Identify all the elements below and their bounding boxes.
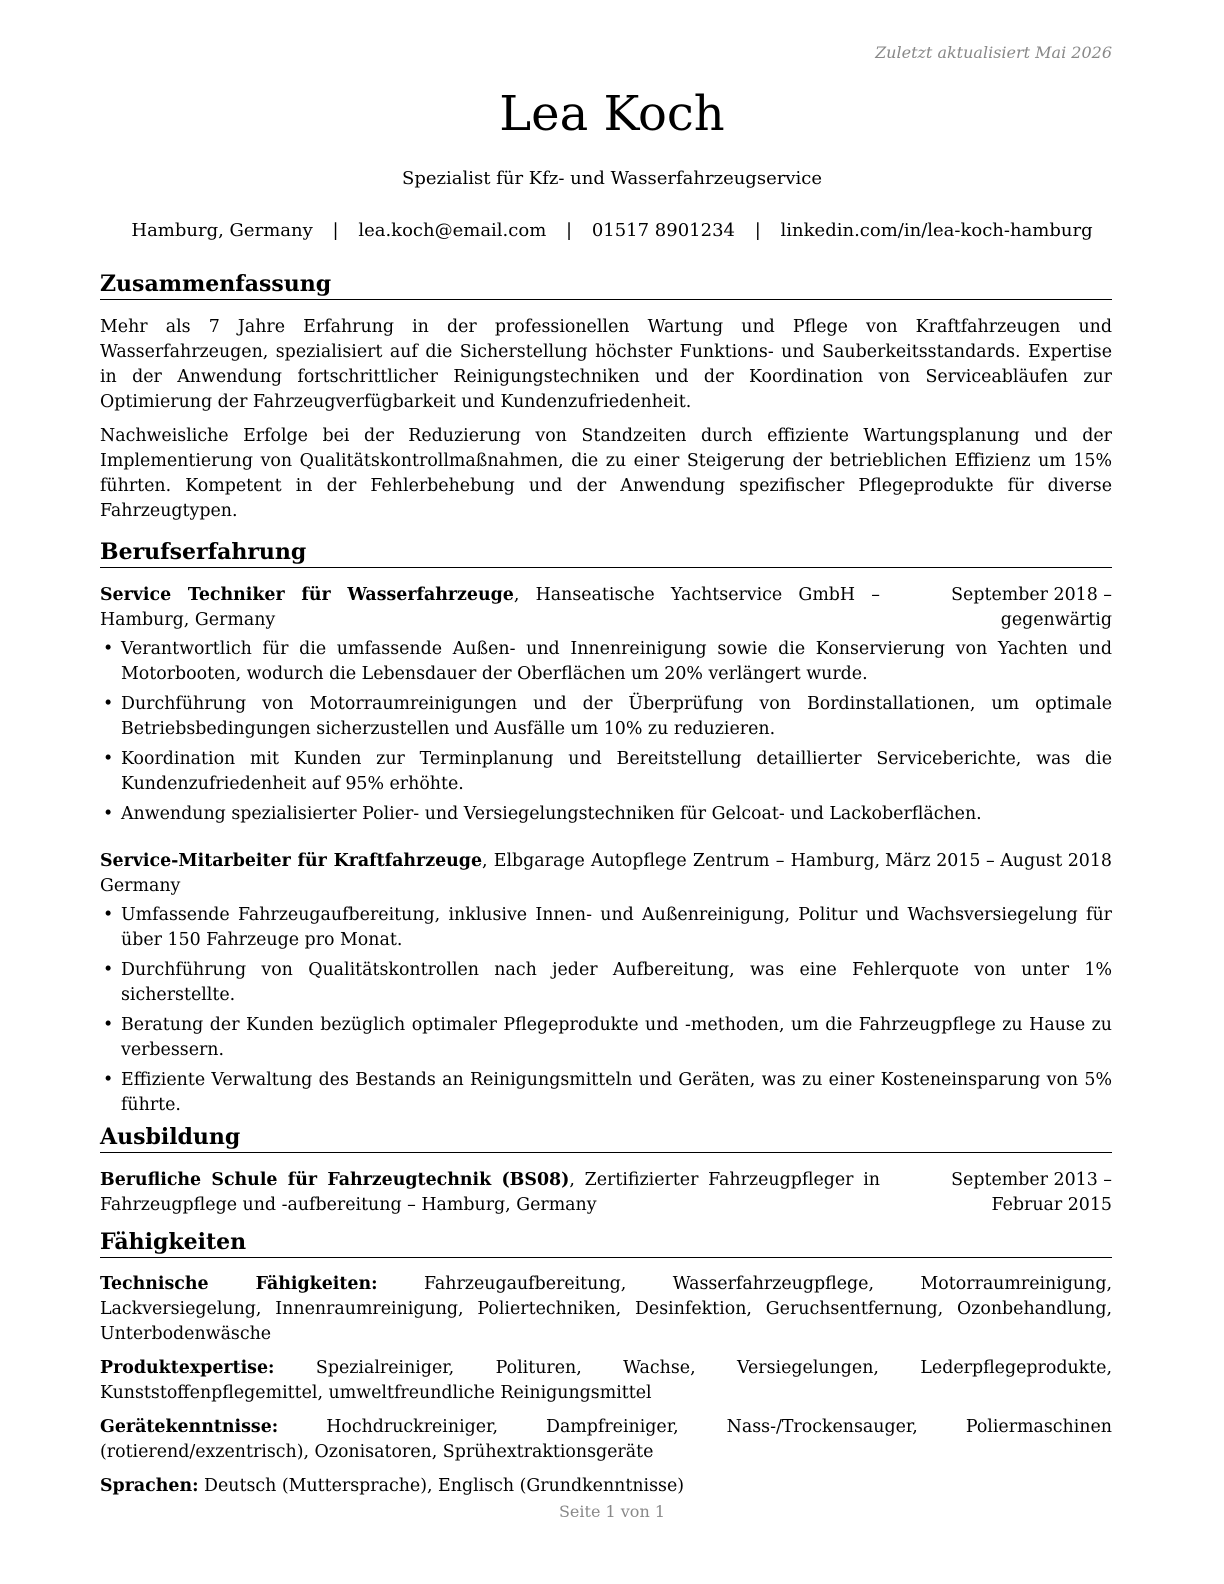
education-dates: September 2013 – Februar 2015 xyxy=(951,1170,1112,1215)
education-entry xyxy=(100,1168,1112,1218)
job-subtitle: Spezialist für Kfz- und Wasserfahrzeugservice xyxy=(402,168,822,189)
job-title: Service Techniker für Wasserfahrzeuge xyxy=(100,585,514,605)
candidate-name: Lea Koch xyxy=(499,86,725,142)
skill-label: Sprachen: xyxy=(100,1476,199,1496)
list-item: • Durchführung von Motorraumreinigungen und der Überprüfung von Bordinstallationen, um optimale Betriebsbedingungen sicherzustellen und Ausfälle um 10% zu reduzieren. xyxy=(100,692,1112,742)
job-title: Service-Mitarbeiter für Kraftfahrzeuge xyxy=(100,851,483,871)
skill-line xyxy=(100,1356,1112,1406)
skill-line xyxy=(100,1415,1112,1465)
skill-text: Deutsch (Muttersprache), Englisch (Grundkenntnisse) xyxy=(198,1476,685,1496)
skill-label: Produktexpertise: xyxy=(100,1358,275,1378)
resume-body xyxy=(100,270,1112,1499)
experience-heading: Berufserfahrung xyxy=(100,538,1112,568)
contact-linkedin[interactable]: linkedin.com/in/lea-koch-hamburg xyxy=(780,220,1093,241)
job-bullets xyxy=(100,637,1112,827)
list-item: • Effiziente Verwaltung des Bestands an Reinigungsmitteln und Geräten, was zu einer Kosteneinsparung von 5% führte. xyxy=(100,1068,1112,1118)
job-dates: September 2018 – gegenwärtig xyxy=(951,585,1112,630)
page-number: Seite 1 von 1 xyxy=(558,1502,666,1521)
contact-separator: | xyxy=(754,220,761,241)
contact-line xyxy=(0,220,1224,241)
education-heading: Ausbildung xyxy=(100,1123,1112,1153)
skill-label: Gerätekenntnisse: xyxy=(100,1417,279,1437)
job-entry xyxy=(100,583,1112,827)
list-item: • Koordination mit Kunden zur Terminplanung und Bereitstellung detaillierter Serviceberichte, was die Kundenzufriedenheit auf 95% erhöhte. xyxy=(100,747,1112,797)
summary-heading: Zusammenfassung xyxy=(100,270,1112,300)
skill-text: Fahrzeugaufbereitung, Wasserfahrzeugpflege, Motorraumreinigung, Lackversiegelung, Innenraumreinigung, Poliertechniken, Desinfektion, Geruchsentfernung, Ozonbehandlung, Unterbodenwäsche xyxy=(100,1274,1112,1344)
contact-separator: | xyxy=(332,220,339,241)
list-item: • Anwendung spezialisierter Polier- und Versiegelungstechniken für Gelcoat- und Lackoberflächen. xyxy=(100,802,1112,827)
job-title-company xyxy=(100,849,880,899)
education-school-detail xyxy=(100,1168,880,1218)
summary-paragraph: Mehr als 7 Jahre Erfahrung in der professionellen Wartung und Pflege von Kraftfahrzeugen und Wasserfahrzeugen, spezialisiert auf die Sicherstellung höchster Funktions- und Sauberkeitsstandards. Expertise in der Anwendung fortschrittlicher Reinigungstechniken und der Koordination von Serviceabläufen zur Optimierung der Fahrzeugverfügbarkeit und Kundenzufriedenheit. xyxy=(100,317,1112,412)
list-item: • Umfassende Fahrzeugaufbereitung, inklusive Innen- und Außenreinigung, Politur und Wachsversiegelung für über 150 Fahrzeuge pro Monat. xyxy=(100,903,1112,953)
job-header xyxy=(100,583,1112,633)
list-item: • Durchführung von Qualitätskontrollen nach jeder Aufbereitung, was eine Fehlerquote von unter 1% sicherstellte. xyxy=(100,958,1112,1008)
contact-phone[interactable]: 01517 8901234 xyxy=(591,220,735,241)
contact-location: Hamburg, Germany xyxy=(131,220,313,241)
skill-text: Hochdruckreiniger, Dampfreiniger, Nass-/Trockensauger, Poliermaschinen (rotierend/exzentrisch), Ozonisatoren, Sprühextraktionsgeräte xyxy=(100,1417,1112,1462)
job-company: , Elbgarage Autopflege Zentrum – Hamburg, Germany xyxy=(100,851,880,896)
last-updated: Zuletzt aktualisiert Mai 2026 xyxy=(875,43,1112,62)
skill-label: Technische Fähigkeiten: xyxy=(100,1274,378,1294)
skill-text: Spezialreiniger, Polituren, Wachse, Versiegelungen, Lederpflegeprodukte, Kunststoffenpflegemittel, umweltfreundliche Reinigungsmittel xyxy=(100,1358,1112,1403)
summary-paragraph: Nachweisliche Erfolge bei der Reduzierung von Standzeiten durch effiziente Wartungsplanung und der Implementierung von Qualitätskontrollmaßnahmen, die zu einer Steigerung der betrieblichen Effizienz um 15% führten. Kompetent in der Fehlerbehebung und der Anwendung spezifischer Pflegeprodukte für diverse Fahrzeugtypen. xyxy=(100,426,1112,521)
skills-heading: Fähigkeiten xyxy=(100,1228,1112,1258)
education-school: Berufliche Schule für Fahrzeugtechnik (BS08) xyxy=(100,1170,570,1190)
list-item: • Verantwortlich für die umfassende Außen- und Innenreinigung sowie die Konservierung von Yachten und Motorbooten, wodurch die Lebensdauer der Oberflächen um 20% verlängert wurde. xyxy=(100,637,1112,687)
job-company: , Hanseatische Yachtservice GmbH – Hamburg, Germany xyxy=(100,585,881,630)
education-detail: , Zertifizierter Fahrzeugpfleger in Fahrzeugpflege und -aufbereitung – Hamburg, Germany xyxy=(100,1170,880,1215)
skill-line xyxy=(100,1272,1112,1347)
contact-separator: | xyxy=(566,220,573,241)
list-item: • Beratung der Kunden bezüglich optimaler Pflegeprodukte und -methoden, um die Fahrzeugpflege zu Hause zu verbessern. xyxy=(100,1013,1112,1063)
job-dates: März 2015 – August 2018 xyxy=(885,851,1112,871)
job-entry xyxy=(100,849,1112,1118)
contact-email[interactable]: lea.koch@email.com xyxy=(358,220,547,241)
job-bullets xyxy=(100,903,1112,1118)
skill-line xyxy=(100,1474,1112,1499)
job-header xyxy=(100,849,1112,899)
job-title-company xyxy=(100,583,880,633)
